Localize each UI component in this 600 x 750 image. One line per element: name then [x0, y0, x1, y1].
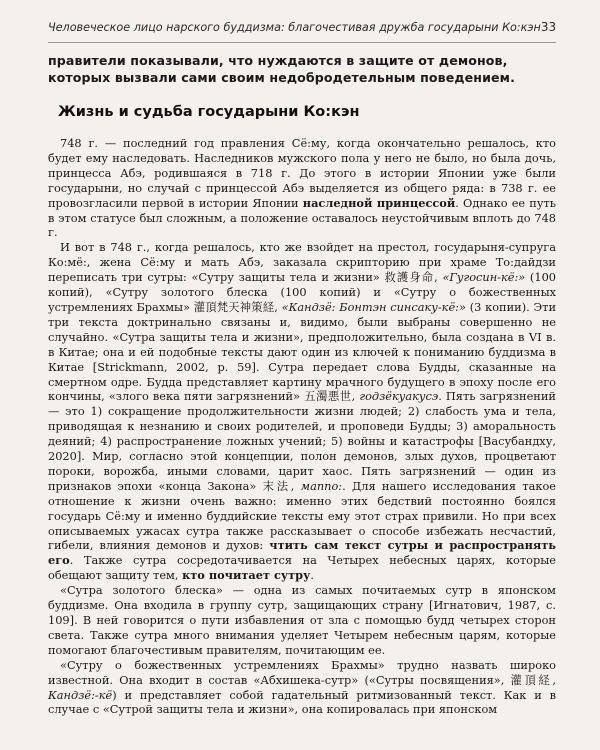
running-header-title: Человеческое лицо нарского буддизма: благочестивая дружба государыни Ко:кэн [48, 20, 541, 34]
text-run: «Сутру о божественных устремлениях Брахмы» трудно назвать широко известной. Она входит в состав «Абхишека-сутр» («Сутры посвящения», 灌頂経, [48, 657, 556, 687]
paragraph-1 [48, 136, 556, 240]
text-run: 748 г. — последний год правления Сё:му, когда окончательно решалось, кто будет ему наследовать. Наследников мужского пола у него не было, но была дочь, принцесса Абэ, родившаяся в 718 г. До этого в истории Японии уже были государыни, но случай с принцессой Абэ выделяется из общего ряда: в 738 г. ее провозгласили первой в истории Японии [48, 136, 556, 210]
text-run: . [310, 568, 314, 583]
italic-term: годзёкуакусэ [359, 389, 439, 404]
paragraph-3 [48, 583, 556, 658]
text-run: И вот в 748 г., когда решалось, кто же взойдет на престол, государыня-супруга Ко:мё:, жена Сё:му и мать Абэ, заказала скрипторию при храме То:дайдзи переписать три сутры: «Сутру защиты тела и жизни» 救護身命, [48, 240, 556, 285]
text-run: . Однако ее путь в этом статусе был сложным, а положение оставалось неустойчивым вплоть до 748 г. [48, 195, 556, 240]
text-run: (3 копии). Эти три текста доктринально связаны и, видимо, были выбраны совершенно не случайно. «Сутра защиты тела и жизни», предположительно, была создана в VI в. в Китае; она и ей подобные тексты дают один из ключей к пониманию буддизма в Китае [Strickmann, 2002, p. 59]. Сутра передает слова Будды, сказанные на смертном одре. Будда представляет картину мрачного будущего в эпоху после его кончины, «злого века пяти загрязнений» 五濁悪世, [48, 299, 557, 404]
page-number: 33 [540, 20, 557, 34]
continued-paragraph: правители показывали, что нуждаются в защите от демонов, которых вызвали сами своим недобродетельным поведением. [48, 53, 515, 85]
italic-term: «Кандзё: Бонтэн синсаку-кё:» [281, 299, 466, 314]
italic-term: «Гугосин-кё:» [442, 270, 526, 285]
text-run: . Пять загрязнений — это 1) сокращение продолжительности жизни людей; 2) слабость ума и тела, приводящая к незнанию и своих родителей, и проповеди Будды; 3) аморальность деяний; 4) распространение ложных учений; 5) войны и катастрофы [Васубандху, 2020]. Мир, согласно этой концепции, полон демонов, злых духов, процветают пороки, ворожба, иными словами, царит хаос. Пять загрязнений — один из признаков эпохи «конца Закона» 末法, [48, 389, 556, 493]
italic-term: Кандзё:-кё [48, 687, 113, 702]
text-run: «Сутра золотого блеска» — одна из самых почитаемых сутр в японском буддизме. Она входила в группу сутр, защищающих страну [Игнатович, 1987, с. 109]. В ней говорится о пути избавления от зла с помощью будд четырех сторон света. Также сутра много внимания уделяет Четырем небесным царям, которые помогают благочестивым правителям, почитающим ее. [48, 583, 556, 657]
text-run: ) и представляет собой гадательный ритмизованный текст. Как и в случае с «Сутрой защиты тела и жизни», она копировалась при японском [48, 687, 556, 717]
bold-phrase: кто почитает сутру [182, 568, 311, 583]
page-body [48, 46, 556, 717]
paragraph-2 [48, 240, 556, 583]
text-run: (100 копий), «Сутру золотого блеска (100 копий) и «Сутру о божественных устремлениях Брахмы» 灌頂梵天神策経, [48, 270, 557, 314]
running-header [48, 12, 556, 43]
text-run: . Для нашего исследования такое отношение к жизни очень важно: именно этих бедствий постоянно боялся государь Сё:му и именно буддийские тексты ему этот страх привили. Но при всех описываемых ужасах сутра также рассказывает о способе избежать несчастий, гибели, влияния демонов и духов: [48, 478, 557, 553]
italic-term: маппо: [300, 478, 343, 493]
bold-phrase: чтить сам текст сутры и распространять его [48, 538, 556, 568]
section-heading: Жизнь и судьба государыни Ко:кэн [58, 104, 360, 120]
bold-term: наследной принцессой [302, 195, 456, 210]
paragraph-4 [48, 658, 556, 718]
text-run: . Также сутра сосредотачивается на Четырех небесных царях, которые обещают защиту тем, [48, 553, 556, 583]
